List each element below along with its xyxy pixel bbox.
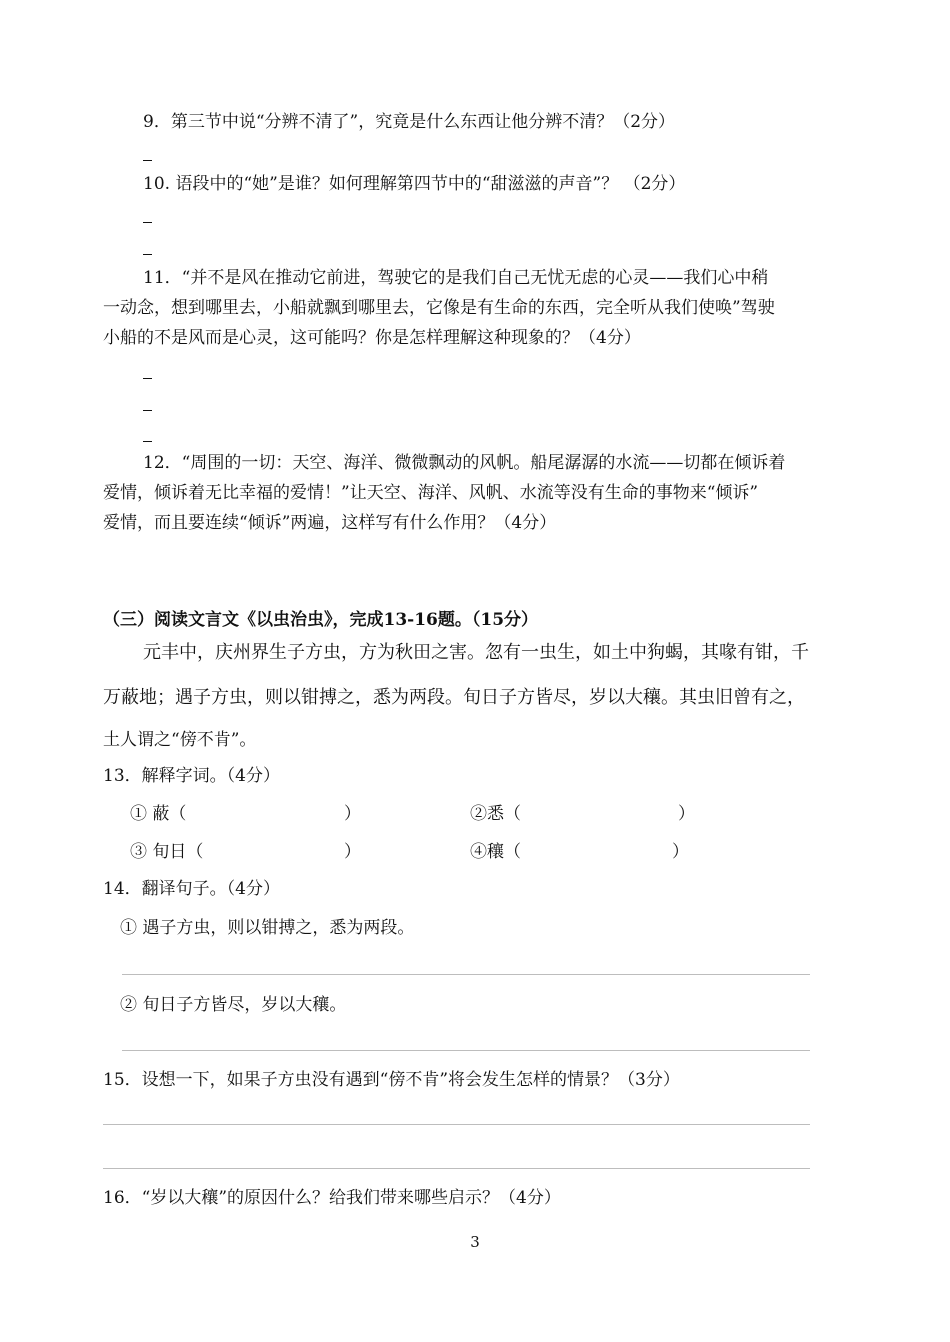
- question-12-line-3: 爱情，而且要连续“倾诉”两遍，这样写有什么作用？（4分）: [103, 513, 557, 533]
- q13-item-a-close: ）: [344, 804, 361, 824]
- q13-item-b-close: ）: [678, 804, 695, 824]
- passage-line-3: 土人谓之“傍不肯”。: [103, 730, 257, 750]
- answer-blank-10b[interactable]: [143, 254, 152, 255]
- question-12-line-2: 爱情，倾诉着无比幸福的爱情！”让天空、海洋、风帆、水流等没有生命的事物来“倾诉”: [103, 483, 759, 503]
- question-10: 10. 语段中的“她”是谁？如何理解第四节中的“甜滋滋的声音”？ （2分）: [143, 174, 686, 194]
- question-13: 13．解释字词。（4分）: [103, 766, 280, 786]
- q14-answer-line-1[interactable]: [122, 974, 810, 975]
- q14-sentence-1: ① 遇子方虫，则以钳搏之，悉为两段。: [120, 918, 415, 938]
- q14-sentence-2: ② 旬日子方皆尽，岁以大穰。: [120, 995, 347, 1015]
- q15-answer-line-1[interactable]: [103, 1124, 810, 1125]
- question-11-line-1: 11．“并不是风在推动它前进，驾驶它的是我们自己无忧无虑的心灵——我们心中稍: [143, 268, 769, 288]
- answer-blank-9[interactable]: [143, 160, 152, 161]
- q13-item-b-label: ②悉（: [470, 804, 521, 824]
- q13-item-c-close: ）: [344, 842, 361, 862]
- question-15: 15．设想一下，如果子方虫没有遇到“傍不肯”将会发生怎样的情景？（3分）: [103, 1070, 680, 1090]
- answer-blank-10a[interactable]: [143, 222, 152, 223]
- page-number: 3: [470, 1233, 480, 1251]
- question-12-line-1: 12．“周围的一切：天空、海洋、微微飘动的风帆。船尾潺潺的水流——切都在倾诉着: [143, 453, 786, 473]
- passage-line-1: 元丰中，庆州界生子方虫，方为秋田之害。忽有一虫生，如土中狗蝎，其喙有钳，千: [143, 642, 809, 663]
- q13-item-a-label: ① 蔽（: [130, 804, 187, 824]
- question-16: 16．“岁以大穰”的原因什么？给我们带来哪些启示？（4分）: [103, 1188, 561, 1208]
- passage-line-2: 万蔽地；遇子方虫，则以钳搏之，悉为两段。旬日子方皆尽，岁以大穰。其虫旧曾有之，: [103, 687, 805, 708]
- question-11-line-2: 一动念，想到哪里去，小船就飘到哪里去，它像是有生命的东西，完全听从我们使唤”驾驶: [103, 298, 775, 318]
- question-14: 14．翻译句子。（4分）: [103, 879, 280, 899]
- q15-answer-line-2[interactable]: [103, 1168, 810, 1169]
- question-9: 9．第三节中说“分辨不清了”，究竟是什么东西让他分辨不清？（2分）: [143, 112, 676, 132]
- q13-item-c-label: ③ 旬日（: [130, 842, 204, 862]
- answer-blank-11a[interactable]: [143, 378, 152, 379]
- answer-blank-11c[interactable]: [143, 441, 152, 442]
- answer-blank-11b[interactable]: [143, 410, 152, 411]
- q13-item-d-label: ④穰（: [470, 842, 521, 862]
- section-3-heading: （三）阅读文言文《以虫治虫》，完成13-16题。（15分）: [103, 610, 539, 630]
- question-11-line-3: 小船的不是风而是心灵，这可能吗？你是怎样理解这种现象的？（4分）: [103, 328, 641, 348]
- q13-item-d-close: ）: [672, 842, 689, 862]
- q14-answer-line-2[interactable]: [122, 1050, 810, 1051]
